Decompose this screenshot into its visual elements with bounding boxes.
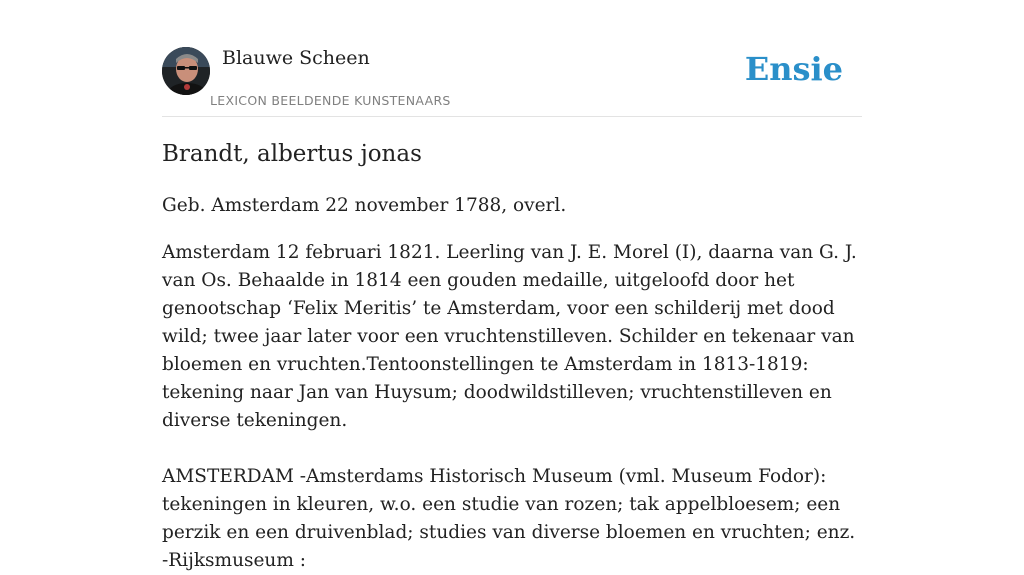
- brand-logo-link[interactable]: Ensie: [744, 50, 843, 88]
- article-paragraph: Amsterdam 12 februari 1821. Leerling van J. E. Morel (I), daarna van G. J. van Os. Behaalde in 1814 een gouden medaille, uitgeloofd door het genootschap ‘Felix Meritis’ te Amsterdam, voor een schilderij met dood wild; twee jaar later voor een vruchtenstilleven. Schilder en tekenaar van bloemen en vruchten.Tentoonstellingen te Amsterdam in 1813-1819: tekening naar Jan van Huysum; doodwildstilleven; vruchtenstilleven en diverse tekeningen. AMSTERDAM -Amsterdams Historisch Museum (vml. Museum Fodor): tekeningen in kleuren, w.o. een studie van rozen; tak appelbloesem; een perzik en een druivenblad; studies van diverse bloemen en vruchten; enz. -Rijksmuseum :: [162, 242, 857, 571]
- page-header: [162, 46, 862, 117]
- profile-photo-avatar-icon: [162, 47, 210, 95]
- article-content: [162, 138, 867, 575]
- lexicon-subtitle: LEXICON BEELDENDE KUNSTENAARS: [210, 93, 451, 108]
- author-name-link[interactable]: Blauwe Scheen: [222, 47, 370, 69]
- article-title: Brandt, albertus jonas: [162, 141, 422, 167]
- article-paragraph: Geb. Amsterdam 22 november 1788, overl.: [162, 195, 567, 216]
- author-avatar[interactable]: [162, 47, 210, 95]
